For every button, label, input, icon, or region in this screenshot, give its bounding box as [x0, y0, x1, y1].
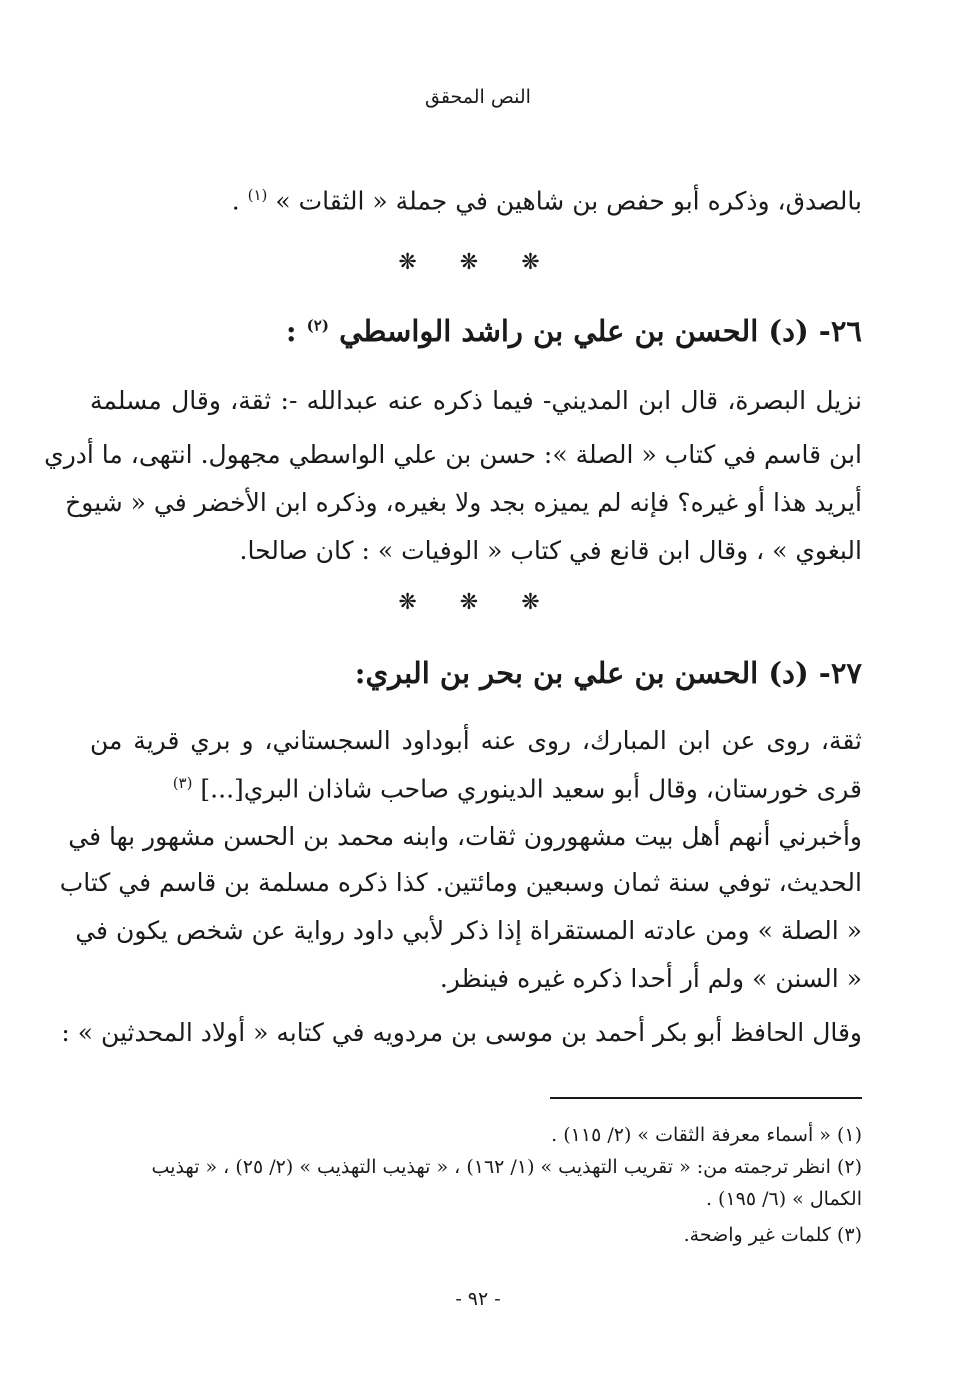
entry-27-line-4: الحديث، توفي سنة ثمان وسبعين ومائتين. كذا ذكره مسلمة بن قاسم في كتاب [59, 868, 862, 897]
entry-27-heading: ٢٧- (د) الحسن بن علي بن بحر بن البري: [354, 656, 862, 690]
footnote-2: (٢) انظر ترجمته من: « تقريب التهذيب » (١/ ١٦٢) ، « تهذيب التهذيب » (٢/ ٢٥) ، « تهذيب [151, 1156, 862, 1178]
entry-26-line-1: نزيل البصرة، قال ابن المديني- فيما ذكره عنه عبدالله -: ثقة، وقال مسلمة [90, 386, 862, 415]
footnote-marker-2: (٢) [306, 316, 329, 335]
section-separator-2: ❋ ❋ ❋ [398, 590, 558, 615]
intro-text: بالصدق، وذكره أبو حفص بن شاهين في جملة « الثقات » [275, 186, 862, 216]
entry-26-heading [286, 314, 862, 348]
entry-26-line-3: أيريد هذا أو غيره؟ فإنه لم يميزه بجد ولا بغيره، وذكره ابن الأخضر في « شيوخ [65, 488, 862, 517]
intro-end: . [231, 186, 240, 216]
entry-26-line-2: ابن قاسم في كتاب « الصلة »: حسن بن علي الواسطي مجهول. انتهى، ما أدري [44, 440, 862, 469]
footnote-marker-1: (١) [247, 186, 268, 204]
entry-27-line-2 [90, 774, 862, 803]
entry-26-line-4: البغوي » ، وقال ابن قانع في كتاب « الوفيات » : كان صالحا. [239, 536, 862, 565]
entry-27-line-3: وأخبرني أنهم أهل بيت مشهورون ثقات، وابنه محمد بن الحسن مشهور بها في [68, 822, 862, 851]
footnote-1: (١) « أسماء معرفة الثقات » (٢/ ١١٥) . [551, 1124, 862, 1146]
footnote-2-cont: الكمال » (٦/ ١٩٥) . [705, 1188, 862, 1210]
entry-26-title: ٢٦- (د) الحسن بن علي بن راشد الواسطي [339, 314, 862, 348]
footnote-rule [550, 1097, 862, 1099]
entry-27-line-1: ثقة، روى عن ابن المبارك، روى عنه أبوداود السجستاني، و بري قرية من [90, 726, 862, 755]
entry-27-line-2-text: قرى خورستان، وقال أبو سعيد الدينوري صاحب شاذان البري[...] [200, 774, 862, 804]
running-head: النص المحقق [425, 86, 531, 108]
entry-27-line-5: « الصلة » ومن عادته المستقراة إذا ذكر لأبي داود رواية عن شخص يكون في [75, 916, 862, 945]
footnote-marker-3: (٣) [172, 774, 193, 792]
section-separator-1: ❋ ❋ ❋ [398, 250, 558, 275]
intro-line [90, 186, 862, 215]
closing-line: وقال الحافظ أبو بكر أحمد بن موسى بن مردويه في كتابه « أولاد المحدثين » : [61, 1018, 862, 1047]
entry-26-colon: : [285, 314, 297, 348]
entry-27-line-6: « السنن » ولم أر أحدا ذكره غيره فينظر. [439, 964, 862, 993]
footnote-3: (٣) كلمات غير واضحة. [683, 1224, 862, 1246]
page-number: - ٩٢ - [455, 1288, 501, 1310]
